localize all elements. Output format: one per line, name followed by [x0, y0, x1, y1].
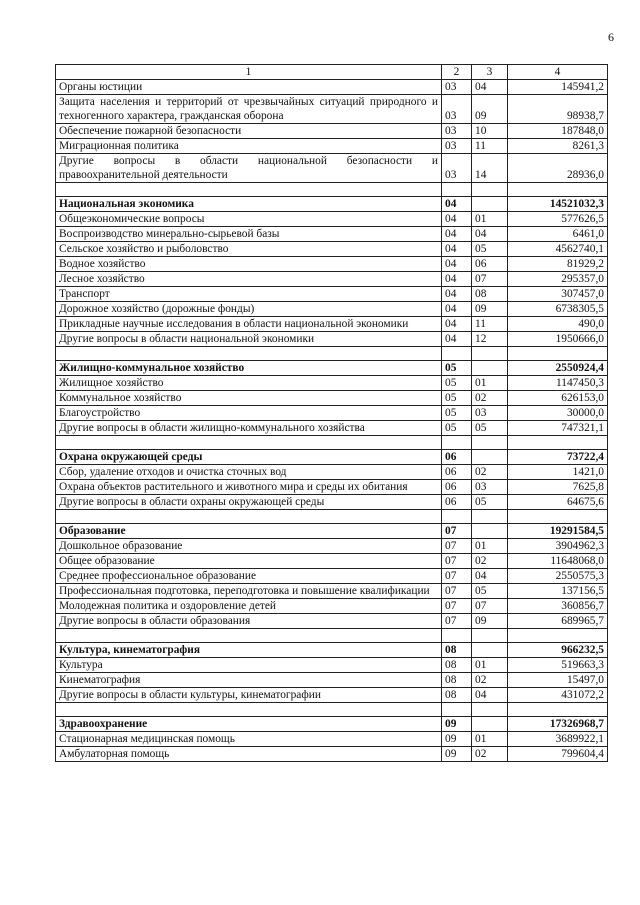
row-subsection-code: 07	[472, 272, 508, 287]
table-row	[56, 391, 608, 406]
row-section-code: 08	[442, 658, 472, 673]
row-name: Здравоохранение	[56, 717, 442, 732]
row-amount: 145941,2	[508, 80, 608, 95]
header-col-3: 3	[472, 65, 508, 80]
row-amount: 30000,0	[508, 406, 608, 421]
row-amount: 295357,0	[508, 272, 608, 287]
row-amount: 8261,3	[508, 139, 608, 154]
row-amount: 3904962,3	[508, 539, 608, 554]
table-row	[56, 332, 608, 347]
row-subsection-code: 09	[472, 614, 508, 629]
spacer-cell	[56, 436, 442, 450]
row-amount: 15497,0	[508, 673, 608, 688]
table-row	[56, 154, 608, 183]
row-amount: 6738305,5	[508, 302, 608, 317]
row-amount: 81929,2	[508, 257, 608, 272]
row-subsection-code: 01	[472, 539, 508, 554]
table-row	[56, 495, 608, 510]
row-subsection-code: 05	[472, 421, 508, 436]
table-row	[56, 465, 608, 480]
row-section-code: 09	[442, 732, 472, 747]
row-section-code: 07	[442, 524, 472, 539]
spacer-row	[56, 183, 608, 197]
column-number-header	[56, 65, 608, 80]
spacer-cell	[442, 510, 472, 524]
table-row	[56, 242, 608, 257]
row-name: Профессиональная подготовка, переподготовка и повышение квалификации	[56, 584, 442, 599]
row-amount: 11648068,0	[508, 554, 608, 569]
header-col-1: 1	[56, 65, 442, 80]
row-name: Прикладные научные исследования в области национальной экономики	[56, 317, 442, 332]
row-name: Дорожное хозяйство (дорожные фонды)	[56, 302, 442, 317]
row-name: Органы юстиции	[56, 80, 442, 95]
row-amount: 360856,7	[508, 599, 608, 614]
row-amount: 799604,4	[508, 747, 608, 762]
row-subsection-code: 01	[472, 212, 508, 227]
row-subsection-code	[472, 643, 508, 658]
row-subsection-code: 05	[472, 242, 508, 257]
row-name: Культура, кинематография	[56, 643, 442, 658]
row-name: Общеэкономические вопросы	[56, 212, 442, 227]
table-row	[56, 688, 608, 703]
section-row	[56, 361, 608, 376]
table-row	[56, 584, 608, 599]
row-amount: 3689922,1	[508, 732, 608, 747]
row-name: Дошкольное образование	[56, 539, 442, 554]
row-amount: 1950666,0	[508, 332, 608, 347]
table-row	[56, 124, 608, 139]
row-subsection-code: 04	[472, 569, 508, 584]
row-subsection-code	[472, 361, 508, 376]
row-amount: 2550575,3	[508, 569, 608, 584]
row-amount: 19291584,5	[508, 524, 608, 539]
spacer-cell	[442, 183, 472, 197]
row-subsection-code: 02	[472, 747, 508, 762]
row-name: Другие вопросы в области охраны окружающей среды	[56, 495, 442, 510]
row-amount: 490,0	[508, 317, 608, 332]
row-section-code: 05	[442, 376, 472, 391]
row-section-code: 06	[442, 495, 472, 510]
row-section-code: 09	[442, 747, 472, 762]
row-amount: 307457,0	[508, 287, 608, 302]
row-section-code: 04	[442, 332, 472, 347]
spacer-cell	[56, 510, 442, 524]
row-subsection-code: 04	[472, 227, 508, 242]
section-row	[56, 450, 608, 465]
row-amount: 4562740,1	[508, 242, 608, 257]
table-row	[56, 406, 608, 421]
row-name: Другие вопросы в области культуры, кинематографии	[56, 688, 442, 703]
row-name: Другие вопросы в области жилищно-коммунального хозяйства	[56, 421, 442, 436]
spacer-cell	[56, 183, 442, 197]
row-subsection-code: 04	[472, 688, 508, 703]
row-section-code: 04	[442, 257, 472, 272]
spacer-row	[56, 436, 608, 450]
row-subsection-code: 02	[472, 673, 508, 688]
row-name: Другие вопросы в области образования	[56, 614, 442, 629]
row-name: Жилищно-коммунальное хозяйство	[56, 361, 442, 376]
row-amount: 519663,3	[508, 658, 608, 673]
header-col-2: 2	[442, 65, 472, 80]
spacer-row	[56, 703, 608, 717]
row-section-code: 03	[442, 154, 472, 183]
row-name: Охрана объектов растительного и животного мира и среды их обитания	[56, 480, 442, 495]
row-subsection-code: 09	[472, 95, 508, 124]
table-row	[56, 554, 608, 569]
row-name: Сбор, удаление отходов и очистка сточных вод	[56, 465, 442, 480]
section-row	[56, 717, 608, 732]
row-amount: 577626,5	[508, 212, 608, 227]
row-amount: 28936,0	[508, 154, 608, 183]
header-col-4: 4	[508, 65, 608, 80]
row-subsection-code: 02	[472, 465, 508, 480]
row-subsection-code: 03	[472, 406, 508, 421]
row-name: Молодежная политика и оздоровление детей	[56, 599, 442, 614]
row-amount: 187848,0	[508, 124, 608, 139]
row-section-code: 08	[442, 673, 472, 688]
row-section-code: 08	[442, 688, 472, 703]
row-subsection-code	[472, 450, 508, 465]
table-row	[56, 302, 608, 317]
row-section-code: 05	[442, 406, 472, 421]
row-subsection-code: 08	[472, 287, 508, 302]
spacer-cell	[508, 347, 608, 361]
row-name: Обеспечение пожарной безопасности	[56, 124, 442, 139]
spacer-cell	[472, 183, 508, 197]
row-name: Водное хозяйство	[56, 257, 442, 272]
row-subsection-code: 01	[472, 732, 508, 747]
row-section-code: 04	[442, 212, 472, 227]
row-name: Кинематография	[56, 673, 442, 688]
row-amount: 137156,5	[508, 584, 608, 599]
row-section-code: 06	[442, 480, 472, 495]
table-row	[56, 272, 608, 287]
row-name: Национальная экономика	[56, 197, 442, 212]
row-name: Амбулаторная помощь	[56, 747, 442, 762]
page-number: 6	[608, 30, 614, 44]
row-name: Воспроизводство минерально-сырьевой базы	[56, 227, 442, 242]
row-subsection-code: 05	[472, 584, 508, 599]
row-amount: 2550924,4	[508, 361, 608, 376]
row-section-code: 07	[442, 554, 472, 569]
row-name: Стационарная медицинская помощь	[56, 732, 442, 747]
row-subsection-code: 01	[472, 658, 508, 673]
spacer-cell	[56, 703, 442, 717]
row-section-code: 03	[442, 124, 472, 139]
section-row	[56, 524, 608, 539]
row-name: Образование	[56, 524, 442, 539]
table-row	[56, 480, 608, 495]
row-name: Коммунальное хозяйство	[56, 391, 442, 406]
row-section-code: 04	[442, 242, 472, 257]
row-amount: 966232,5	[508, 643, 608, 658]
row-section-code: 04	[442, 227, 472, 242]
row-amount: 689965,7	[508, 614, 608, 629]
row-subsection-code: 02	[472, 554, 508, 569]
spacer-cell	[508, 703, 608, 717]
row-section-code: 03	[442, 80, 472, 95]
row-section-code: 07	[442, 584, 472, 599]
row-section-code: 08	[442, 643, 472, 658]
row-section-code: 04	[442, 287, 472, 302]
row-section-code: 07	[442, 569, 472, 584]
spacer-row	[56, 347, 608, 361]
table-row	[56, 317, 608, 332]
spacer-cell	[472, 629, 508, 643]
row-subsection-code	[472, 717, 508, 732]
row-subsection-code: 06	[472, 257, 508, 272]
table-row	[56, 421, 608, 436]
row-name: Транспорт	[56, 287, 442, 302]
row-amount: 6461,0	[508, 227, 608, 242]
row-section-code: 07	[442, 599, 472, 614]
table-row	[56, 212, 608, 227]
table-row	[56, 227, 608, 242]
spacer-cell	[442, 629, 472, 643]
table-row	[56, 139, 608, 154]
row-name: Миграционная политика	[56, 139, 442, 154]
spacer-row	[56, 510, 608, 524]
row-amount: 7625,8	[508, 480, 608, 495]
row-name: Жилищное хозяйство	[56, 376, 442, 391]
table-row	[56, 80, 608, 95]
row-amount: 1421,0	[508, 465, 608, 480]
row-subsection-code	[472, 524, 508, 539]
row-amount: 431072,2	[508, 688, 608, 703]
table-row	[56, 658, 608, 673]
spacer-cell	[442, 436, 472, 450]
row-subsection-code: 11	[472, 317, 508, 332]
row-amount: 17326968,7	[508, 717, 608, 732]
row-amount: 64675,6	[508, 495, 608, 510]
budget-table-body	[56, 65, 608, 762]
spacer-cell	[56, 347, 442, 361]
table-row	[56, 747, 608, 762]
row-section-code: 04	[442, 302, 472, 317]
row-section-code: 04	[442, 272, 472, 287]
row-name: Защита населения и территорий от чрезвычайных ситуаций природного и техногенного характера, гражданская оборона	[56, 95, 442, 124]
row-subsection-code: 09	[472, 302, 508, 317]
row-subsection-code: 11	[472, 139, 508, 154]
spacer-cell	[508, 510, 608, 524]
row-section-code: 05	[442, 361, 472, 376]
row-amount: 626153,0	[508, 391, 608, 406]
spacer-cell	[56, 629, 442, 643]
row-section-code: 06	[442, 465, 472, 480]
row-name: Лесное хозяйство	[56, 272, 442, 287]
row-section-code: 07	[442, 539, 472, 554]
table-row	[56, 732, 608, 747]
table-row	[56, 376, 608, 391]
spacer-cell	[508, 629, 608, 643]
row-section-code: 06	[442, 450, 472, 465]
table-row	[56, 599, 608, 614]
row-amount: 14521032,3	[508, 197, 608, 212]
budget-table	[55, 64, 608, 762]
spacer-cell	[472, 436, 508, 450]
row-name: Другие вопросы в области национальной экономики	[56, 332, 442, 347]
spacer-cell	[472, 510, 508, 524]
row-amount: 1147450,3	[508, 376, 608, 391]
section-row	[56, 197, 608, 212]
row-name: Другие вопросы в области национальной безопасности и правоохранительной деятельности	[56, 154, 442, 183]
row-section-code: 03	[442, 95, 472, 124]
table-row	[56, 569, 608, 584]
row-amount: 98938,7	[508, 95, 608, 124]
row-subsection-code: 14	[472, 154, 508, 183]
row-subsection-code: 07	[472, 599, 508, 614]
spacer-row	[56, 629, 608, 643]
row-name: Культура	[56, 658, 442, 673]
row-name: Охрана окружающей среды	[56, 450, 442, 465]
row-section-code: 03	[442, 139, 472, 154]
row-subsection-code: 12	[472, 332, 508, 347]
row-section-code: 05	[442, 421, 472, 436]
row-section-code: 07	[442, 614, 472, 629]
table-row	[56, 673, 608, 688]
table-row	[56, 539, 608, 554]
row-subsection-code: 03	[472, 480, 508, 495]
row-subsection-code: 04	[472, 80, 508, 95]
row-name: Среднее профессиональное образование	[56, 569, 442, 584]
row-subsection-code: 10	[472, 124, 508, 139]
row-section-code: 05	[442, 391, 472, 406]
row-section-code: 04	[442, 197, 472, 212]
row-amount: 73722,4	[508, 450, 608, 465]
spacer-cell	[472, 703, 508, 717]
spacer-cell	[472, 347, 508, 361]
row-subsection-code: 05	[472, 495, 508, 510]
spacer-cell	[442, 703, 472, 717]
spacer-cell	[508, 183, 608, 197]
spacer-cell	[508, 436, 608, 450]
row-amount: 747321,1	[508, 421, 608, 436]
table-row	[56, 95, 608, 124]
row-section-code: 04	[442, 317, 472, 332]
row-section-code: 09	[442, 717, 472, 732]
row-name: Общее образование	[56, 554, 442, 569]
table-row	[56, 257, 608, 272]
row-subsection-code: 01	[472, 376, 508, 391]
row-name: Благоустройство	[56, 406, 442, 421]
table-row	[56, 614, 608, 629]
row-subsection-code	[472, 197, 508, 212]
row-name: Сельское хозяйство и рыболовство	[56, 242, 442, 257]
section-row	[56, 643, 608, 658]
spacer-cell	[442, 347, 472, 361]
row-subsection-code: 02	[472, 391, 508, 406]
table-row	[56, 287, 608, 302]
